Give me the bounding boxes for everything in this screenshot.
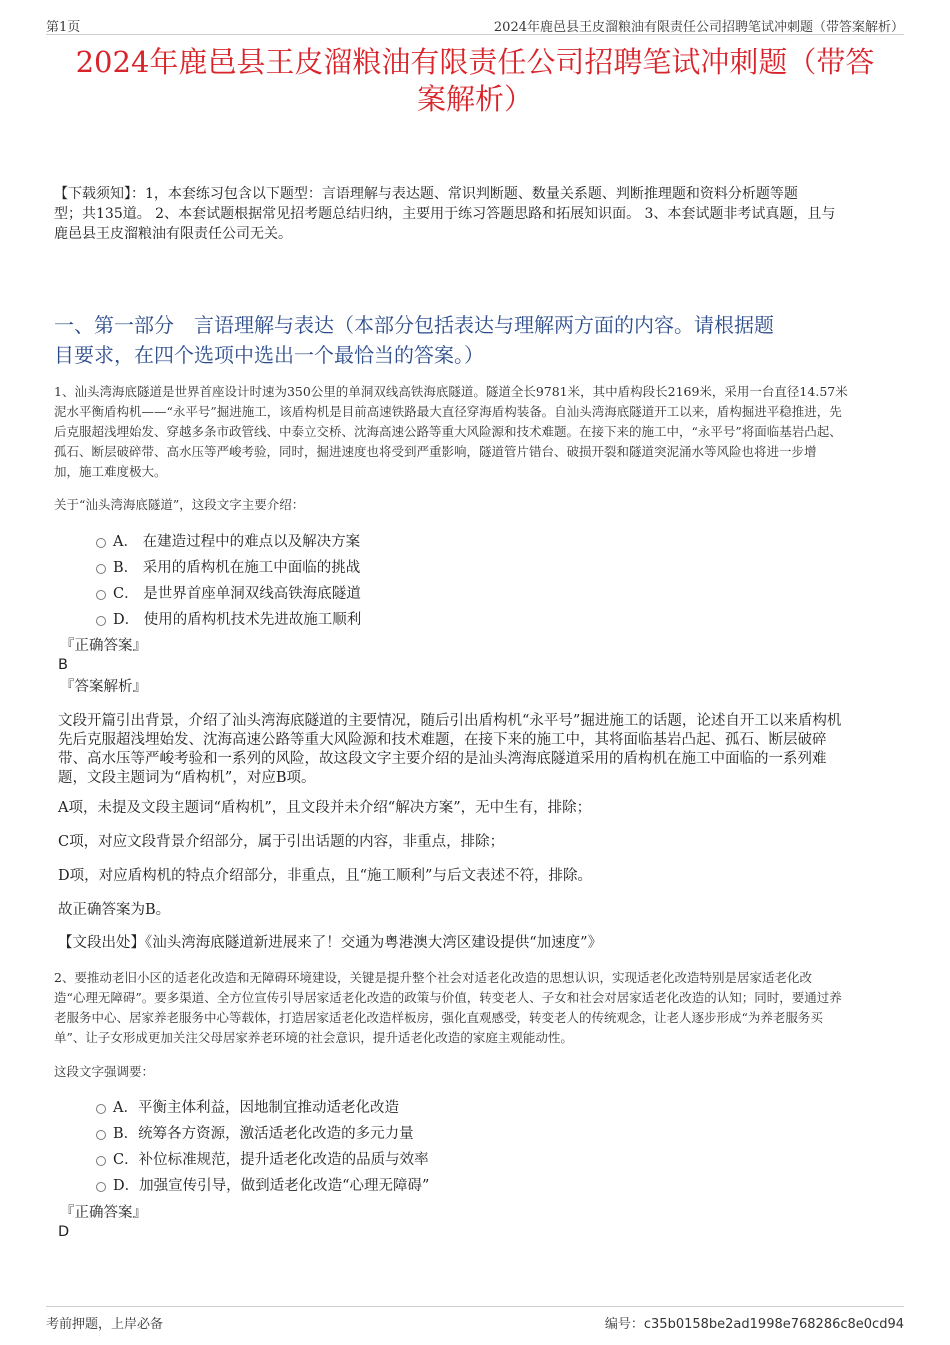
title-line-1: 2024年鹿邑县王皮溜粮油有限责任公司招聘笔试冲刺题（带答 [75, 45, 875, 79]
option-d-label: D． 使用的盾构机技术先进故施工顺利 [113, 612, 362, 628]
analysis-line: 文段开篇引出背景，介绍了汕头湾海底隧道的主要情况，随后引出盾构机“永平号”掘进施工的话题，论述自开工以来盾构机 [58, 713, 842, 729]
radio-button[interactable] [96, 538, 106, 548]
question-2-line: 老服务中心、居家养老服务中心等载体，打造居家适老化改造样板房，强化直观感受，转变老人的传统观念，让老人逐步形成“为养老服务买 [54, 1010, 823, 1025]
footer-slogan: 考前押题，上岸必备 [46, 1317, 164, 1332]
radio-button[interactable] [96, 1156, 106, 1166]
option-d[interactable] [96, 1173, 796, 1199]
option-a-label: A． 在建造过程中的难点以及解决方案 [113, 534, 361, 550]
question-1-prompt: 关于“汕头湾海底隧道”，这段文字主要介绍： [54, 497, 305, 512]
option-b[interactable] [96, 1121, 796, 1147]
header-doc-title: 2024年鹿邑县王皮溜粮油有限责任公司招聘笔试冲刺题（带答案解析） [493, 20, 904, 35]
question-1-options [96, 529, 796, 633]
question-1-text [54, 382, 904, 482]
option-d[interactable] [96, 607, 796, 633]
section-heading-line-2: 目要求，在四个选项中选出一个最恰当的答案。） [54, 343, 484, 367]
question-1-line: 泥水平衡盾构机——“永平号”掘进施工，该盾构机是目前高速铁路最大直径穿海盾构装备。自汕头湾海底隧道开工以来，盾构掘进平稳推进，先 [54, 404, 842, 419]
radio-button[interactable] [96, 1130, 106, 1140]
answer-analysis-label: 『答案解析』 [60, 679, 147, 695]
question-1-line: 孤石、断层破碎带、高水压等严峻考验，同时，掘进速度也将受到严重影响，隧道管片错台、破损开裂和隧道突泥涌水等风险也将进一步增 [54, 444, 817, 459]
page-footer [46, 1306, 904, 1332]
section-heading [54, 310, 904, 370]
document-title [46, 44, 904, 118]
option-a[interactable] [96, 1095, 796, 1121]
question-1-line: 1、汕头湾海底隧道是世界首座设计时速为350公里的单洞双线高铁海底隧道。隧道全长9781米，其中盾构段长2169米，采用一台直径14.57米 [54, 384, 848, 399]
document-code-value: c35b0158be2ad1998e768286c8e0cd94 [643, 1317, 904, 1332]
analysis-line: 带、高水压等严峻考验和一系列的风险，故这段文字主要介绍的是汕头湾海底隧道采用的盾构机在施工中面临的一系列难 [58, 751, 827, 767]
analysis-note-d: D项，对应盾构机的特点介绍部分，非重点，且“施工顺利”与后文表述不符，排除。 [58, 868, 592, 884]
document-code [605, 1313, 904, 1332]
question-2-line: 单”、让子女形成更加关注父母居家养老环境的社会意识，提升适老化改造的家庭主观能动性。 [54, 1030, 573, 1045]
page-header [46, 14, 904, 35]
document-code-label: 编号： [604, 1317, 644, 1332]
notice-line-3: 鹿邑县王皮溜粮油有限责任公司无关。 [54, 226, 292, 242]
question-2-line: 造“心理无障碍”。要多渠道、全方位宣传引导居家适老化改造的政策与价值，转变老人、子女和社会对居家适老化改造的认知；同时，要通过养 [54, 990, 842, 1005]
correct-answer-label: 『正确答案』 [60, 638, 147, 654]
notice-line-1: 【下载须知】：1，本套练习包含以下题型：言语理解与表达题、常识判断题、数量关系题、判断推理题和资料分析题等题 [54, 186, 798, 202]
correct-answer: B [58, 657, 68, 673]
option-c-label: C．补位标准规范，提升适老化改造的品质与效率 [113, 1152, 429, 1168]
download-notice [54, 184, 904, 244]
option-c[interactable] [96, 1147, 796, 1173]
question-2-prompt: 这段文字强调要： [54, 1064, 155, 1079]
option-b[interactable] [96, 555, 796, 581]
option-a-label: A．平衡主体利益，因地制宜推动适老化改造 [113, 1100, 399, 1116]
analysis-conclusion: 故正确答案为B。 [58, 902, 171, 918]
question-1-line: 后克服超浅埋始发、穿越多条市政管线、中泰立交桥、沈海高速公路等重大风险源和技术难题。在接下来的施工中，“永平号”将面临基岩凸起、 [54, 424, 842, 439]
question-1-line: 加，施工难度极大。 [54, 464, 167, 479]
radio-button[interactable] [96, 590, 106, 600]
analysis-note-c: C项，对应文段背景介绍部分，属于引出话题的内容，非重点，排除； [58, 834, 505, 850]
question-2-options [96, 1095, 796, 1199]
analysis-line: 题，文段主题词为“盾构机”，对应B项。 [58, 770, 316, 786]
analysis-line: 先后克服超浅埋始发、沈海高速公路等重大风险源和技术难题，在接下来的施工中，其将面临基岩凸起、孤石、断层破碎 [58, 732, 827, 748]
answer-analysis [58, 712, 888, 788]
radio-button[interactable] [96, 1104, 106, 1114]
question-2-text [54, 968, 904, 1048]
analysis-note-a: A项，未提及文段主题词“盾构机”，且文段并未介绍“解决方案”，无中生有，排除； [58, 800, 592, 816]
radio-button[interactable] [96, 1182, 106, 1192]
option-b-label: B． 采用的盾构机在施工中面临的挑战 [113, 560, 361, 576]
radio-button[interactable] [96, 616, 106, 626]
correct-answer-label: 『正确答案』 [60, 1205, 147, 1221]
option-c-label: C． 是世界首座单洞双线高铁海底隧道 [113, 586, 361, 602]
radio-button[interactable] [96, 564, 106, 574]
question-2-line: 2、要推动老旧小区的适老化改造和无障碍环境建设，关键是提升整个社会对适老化改造的思想认识，实现适老化改造特别是居家适老化改 [54, 970, 812, 985]
option-d-label: D．加强宣传引导，做到适老化改造“心理无障碍” [113, 1178, 430, 1194]
passage-source: 【文段出处】《汕头湾海底隧道新进展来了！交通为粤港澳大湾区建设提供“加速度”》 [58, 935, 603, 951]
option-b-label: B．统筹各方资源，激活适老化改造的多元力量 [113, 1126, 414, 1142]
option-a[interactable] [96, 529, 796, 555]
correct-answer: D [58, 1224, 70, 1240]
title-line-2: 案解析） [416, 82, 533, 116]
notice-line-2: 型；共135道。 2、本套试题根据常见招考题总结归纳，主要用于练习答题思路和拓展知识面。 3、本套试题非考试真题，且与 [54, 206, 836, 222]
option-c[interactable] [96, 581, 796, 607]
page-number: 第1页 [46, 20, 81, 35]
section-heading-line-1: 一、第一部分 言语理解与表达（本部分包括表达与理解两方面的内容。请根据题 [54, 313, 774, 337]
